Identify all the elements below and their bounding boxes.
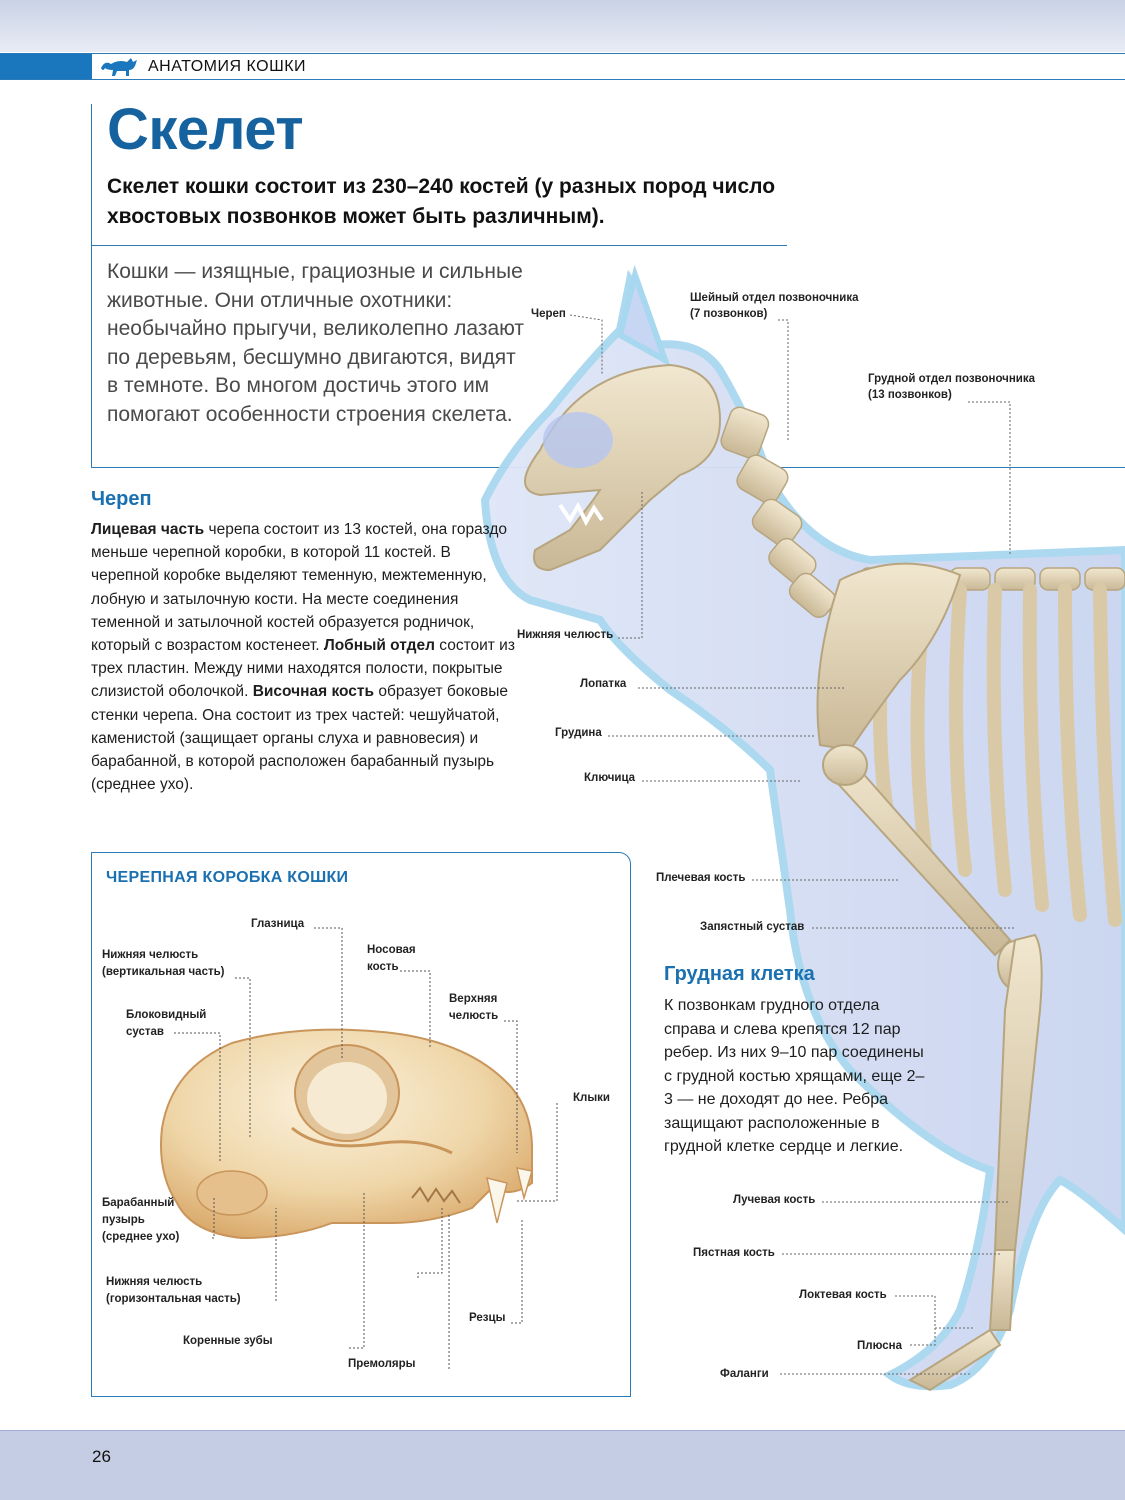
label-phalanges: Фаланги bbox=[720, 1368, 769, 1380]
label-metatarsus: Плюсна bbox=[857, 1340, 902, 1352]
label-cervical-2: (7 позвонков) bbox=[690, 308, 768, 320]
label-humerus: Плечевая кость bbox=[656, 872, 746, 884]
skull-text-2: состоит из трех пластин. Между ними находятся полости, покрытые слизистой оболочкой. bbox=[91, 637, 515, 701]
intro-text: Кошки — изящные, грациозные и сильные животные. Они отличные охотники: необычайно прыгучи, великолепно лазают по деревьям, бесшумно двигаются, видят в темноте. Во многом достичь этого им помогают особенности строения скелета. bbox=[107, 260, 525, 426]
skull-box bbox=[91, 852, 631, 1397]
label-metacarpal: Пястная кость bbox=[693, 1247, 775, 1259]
label-lower-jaw: Нижняя челюсть bbox=[517, 629, 614, 641]
skull-photo bbox=[92, 853, 632, 1398]
label-radius: Лучевая кость bbox=[733, 1194, 816, 1206]
page-number: 26 bbox=[92, 1447, 111, 1466]
label-canines: Клыки bbox=[573, 1092, 610, 1104]
section-header bbox=[0, 53, 1125, 80]
lead-divider bbox=[91, 245, 787, 246]
label-scapula: Лопатка bbox=[580, 678, 627, 690]
label-skull: Череп bbox=[531, 308, 566, 320]
cat-icon bbox=[99, 56, 139, 78]
label-lower-jaw-v1: Нижняя челюсть bbox=[102, 949, 199, 961]
skull-text-1: черепа состоит из 13 костей, она гораздо меньше черепной коробки, в которой 11 костей. В черепной коробке выделяют теменную, межтеменную, лобную и затылочную кости. На месте соединения теменной и затылочной костей образуется родничок, который с возрастом костенеет. bbox=[91, 521, 507, 655]
label-sternum: Грудина bbox=[555, 727, 602, 739]
skull-text-bold-2: Лобный отдел bbox=[323, 637, 435, 655]
label-ulna: Локтевая кость bbox=[799, 1289, 887, 1301]
skull-heading: Череп bbox=[91, 488, 152, 510]
label-nasal-2: кость bbox=[367, 961, 399, 973]
label-incisors: Резцы bbox=[469, 1312, 506, 1324]
label-bulla-1: Барабанный bbox=[102, 1197, 175, 1209]
header-color-block bbox=[0, 54, 92, 79]
chest-heading: Грудная клетка bbox=[664, 963, 815, 985]
skull-text bbox=[91, 518, 516, 796]
lead-text: Скелет кошки состоит из 230–240 костей (у разных пород число хвостовых позвонков может быть различным). bbox=[107, 175, 776, 228]
top-band bbox=[0, 0, 1125, 52]
label-orbit: Глазница bbox=[251, 918, 305, 930]
chest-text: К позвонкам грудного отдела справа и слева крепятся 12 пар ребер. Из них 9–10 пар соединены с грудной костью хрящами, еще 2–3 — не доходят до нее. Ребра защищают расположенные в грудной клетке сердце и легкие. bbox=[664, 997, 925, 1155]
label-molars: Коренные зубы bbox=[183, 1335, 273, 1347]
skull-box-title: ЧЕРЕПНАЯ КОРОБКА КОШКИ bbox=[106, 869, 349, 886]
label-bulla-2: пузырь bbox=[102, 1214, 145, 1226]
label-premolars: Премоляры bbox=[348, 1358, 416, 1370]
title-rule bbox=[91, 104, 92, 247]
label-cervical-1: Шейный отдел позвоночника bbox=[690, 292, 859, 304]
label-lower-jaw-v2: (вертикальная часть) bbox=[102, 966, 225, 978]
section-title: АНАТОМИЯ КОШКИ bbox=[148, 58, 307, 75]
skull-text-3: образует боковые стенки черепа. Она состоит из трех частей: чешуйчатой, каменистой (защищает органы слуха и равновесия) и барабанной, в которой расположен барабанный пузырь (среднее ухо). bbox=[91, 683, 508, 794]
label-lower-jaw-h2: (горизонтальная часть) bbox=[106, 1293, 241, 1305]
label-upper-jaw-1: Верхняя bbox=[449, 993, 498, 1005]
label-wrist: Запястный сустав bbox=[700, 921, 805, 933]
page-footer bbox=[0, 1430, 1125, 1500]
label-block-joint-1: Блоковидный bbox=[126, 1009, 207, 1021]
label-thoracic-2: (13 позвонков) bbox=[868, 389, 952, 401]
label-block-joint-2: сустав bbox=[126, 1026, 164, 1038]
skull-text-bold-3: Височная кость bbox=[252, 683, 375, 701]
page-title: Скелет bbox=[107, 97, 304, 162]
label-upper-jaw-2: челюсть bbox=[449, 1010, 499, 1022]
label-lower-jaw-h1: Нижняя челюсть bbox=[106, 1276, 203, 1288]
skull-text-bold-1: Лицевая часть bbox=[91, 521, 205, 538]
label-clavicle: Ключица bbox=[584, 772, 636, 784]
label-nasal-1: Носовая bbox=[367, 944, 416, 956]
label-thoracic-1: Грудной отдел позвоночника bbox=[868, 373, 1036, 385]
intro-rule bbox=[91, 246, 92, 468]
label-bulla-3: (среднее ухо) bbox=[102, 1231, 180, 1243]
